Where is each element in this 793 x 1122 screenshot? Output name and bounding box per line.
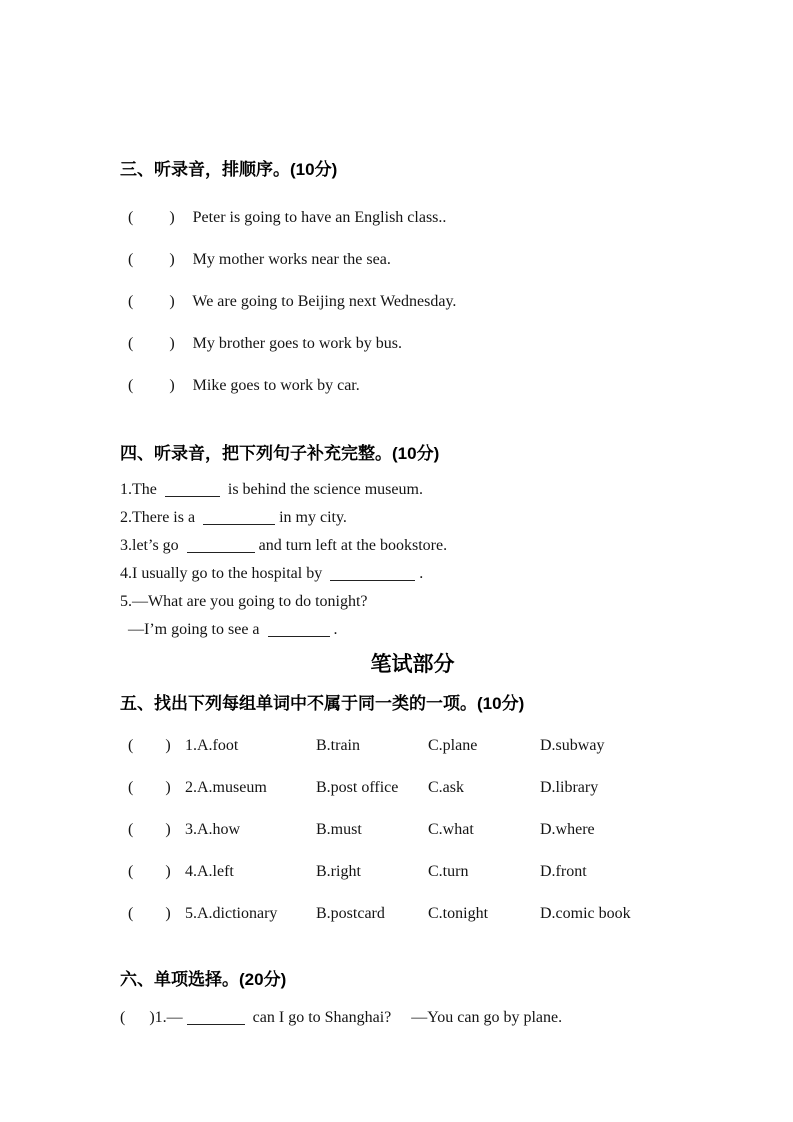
- option-c: C.ask: [428, 779, 464, 796]
- answer-paren: ( ): [128, 293, 175, 310]
- answer-paren: ( ): [128, 377, 175, 394]
- answer-blank: [268, 622, 330, 637]
- section-six-heading: 六、单项选择。(20分): [120, 970, 287, 989]
- answer-paren: ( ): [128, 905, 171, 922]
- sentence-pre: 2.There is a: [120, 509, 200, 526]
- section-three-heading: 三、听录音，排顺序。(10分): [120, 160, 338, 179]
- section-listening-order: [120, 158, 705, 398]
- option-b: B.postcard: [316, 905, 385, 922]
- sentence-pre: 1.The: [120, 481, 161, 498]
- sentence-post: —You can go by plane.: [411, 1009, 563, 1026]
- sentence-text: Peter is going to have an English class..: [192, 209, 447, 226]
- option-b: B.must: [316, 821, 362, 838]
- option-b: B.post office: [316, 779, 399, 796]
- answer-paren: ( ): [128, 335, 175, 352]
- option-b: B.right: [316, 863, 361, 880]
- sentence-post: .: [419, 565, 424, 582]
- answer-blank: [330, 566, 415, 581]
- sentence-text: We are going to Beijing next Wednesday.: [192, 293, 457, 310]
- option-c: C.plane: [428, 737, 478, 754]
- sentence-pre: 4.I usually go to the hospital by: [120, 565, 327, 582]
- section-fill-blanks: [120, 442, 705, 644]
- sentence-pre: 5.—What are you going to do tonight?: [120, 593, 368, 610]
- option-a: 1.A.foot: [185, 737, 239, 754]
- list-item: [120, 374, 705, 398]
- section-four-heading: 四、听录音，把下列句子补充完整。(10分): [120, 444, 440, 463]
- sentence-post: .: [333, 621, 338, 638]
- sentence-mid: can I go to Shanghai?: [248, 1009, 392, 1026]
- listening-order-list: [120, 206, 705, 398]
- answer-paren: ( ): [120, 1009, 155, 1026]
- option-c: C.tonight: [428, 905, 489, 922]
- option-a: 2.A.museum: [185, 779, 267, 796]
- option-a: 4.A.left: [185, 863, 234, 880]
- sentence-pre: 1.—: [154, 1009, 183, 1026]
- option-d: D.front: [540, 863, 587, 880]
- list-item: [120, 248, 705, 272]
- word-group-row: [120, 734, 705, 758]
- multiple-choice-item: [120, 1006, 705, 1030]
- answer-paren: ( ): [128, 863, 171, 880]
- sentence-text: My brother goes to work by bus.: [192, 335, 402, 352]
- fill-blanks-list: [120, 476, 705, 644]
- sentence-text: Mike goes to work by car.: [192, 377, 360, 394]
- sentence-post: and turn left at the bookstore.: [258, 537, 448, 554]
- sentence-post: in my city.: [279, 509, 347, 526]
- fill-blank-line: [120, 476, 705, 504]
- answer-blank: [203, 510, 275, 525]
- answer-paren: ( ): [128, 779, 171, 796]
- answer-paren: ( ): [128, 209, 175, 226]
- word-group-list: [120, 734, 705, 926]
- fill-blank-line: [120, 532, 705, 560]
- sentence-pre: —I’m going to see a: [128, 621, 264, 638]
- list-item: [120, 332, 705, 356]
- fill-blank-line: [120, 560, 705, 588]
- word-group-row: [120, 776, 705, 800]
- answer-blank: [165, 482, 220, 497]
- sentence-post: is behind the science museum.: [223, 481, 423, 498]
- fill-blank-line: [120, 588, 705, 616]
- word-group-row: [120, 860, 705, 884]
- section-five-heading: 五、找出下列每组单词中不属于同一类的一项。(10分): [120, 694, 525, 713]
- option-c: C.turn: [428, 863, 469, 880]
- option-d: D.comic book: [540, 905, 631, 922]
- sentence-pre: 3.let’s go: [120, 537, 183, 554]
- option-d: D.where: [540, 821, 595, 838]
- sentence-text: My mother works near the sea.: [192, 251, 391, 268]
- word-group-row: [120, 902, 705, 926]
- section-multiple-choice: [120, 968, 705, 1030]
- option-b: B.train: [316, 737, 360, 754]
- answer-blank: [187, 538, 255, 553]
- answer-paren: ( ): [128, 821, 171, 838]
- option-d: D.library: [540, 779, 599, 796]
- written-test-heading: 笔试部分: [370, 653, 455, 676]
- option-a: 5.A.dictionary: [185, 905, 278, 922]
- answer-paren: ( ): [128, 251, 175, 268]
- answer-paren: ( ): [128, 737, 171, 754]
- option-c: C.what: [428, 821, 474, 838]
- option-a: 3.A.how: [185, 821, 241, 838]
- fill-blank-line: [120, 504, 705, 532]
- option-d: D.subway: [540, 737, 605, 754]
- fill-blank-line: [120, 616, 705, 644]
- word-group-row: [120, 818, 705, 842]
- list-item: [120, 206, 705, 230]
- answer-blank: [187, 1010, 245, 1025]
- section-odd-word-out: [120, 692, 705, 926]
- list-item: [120, 290, 705, 314]
